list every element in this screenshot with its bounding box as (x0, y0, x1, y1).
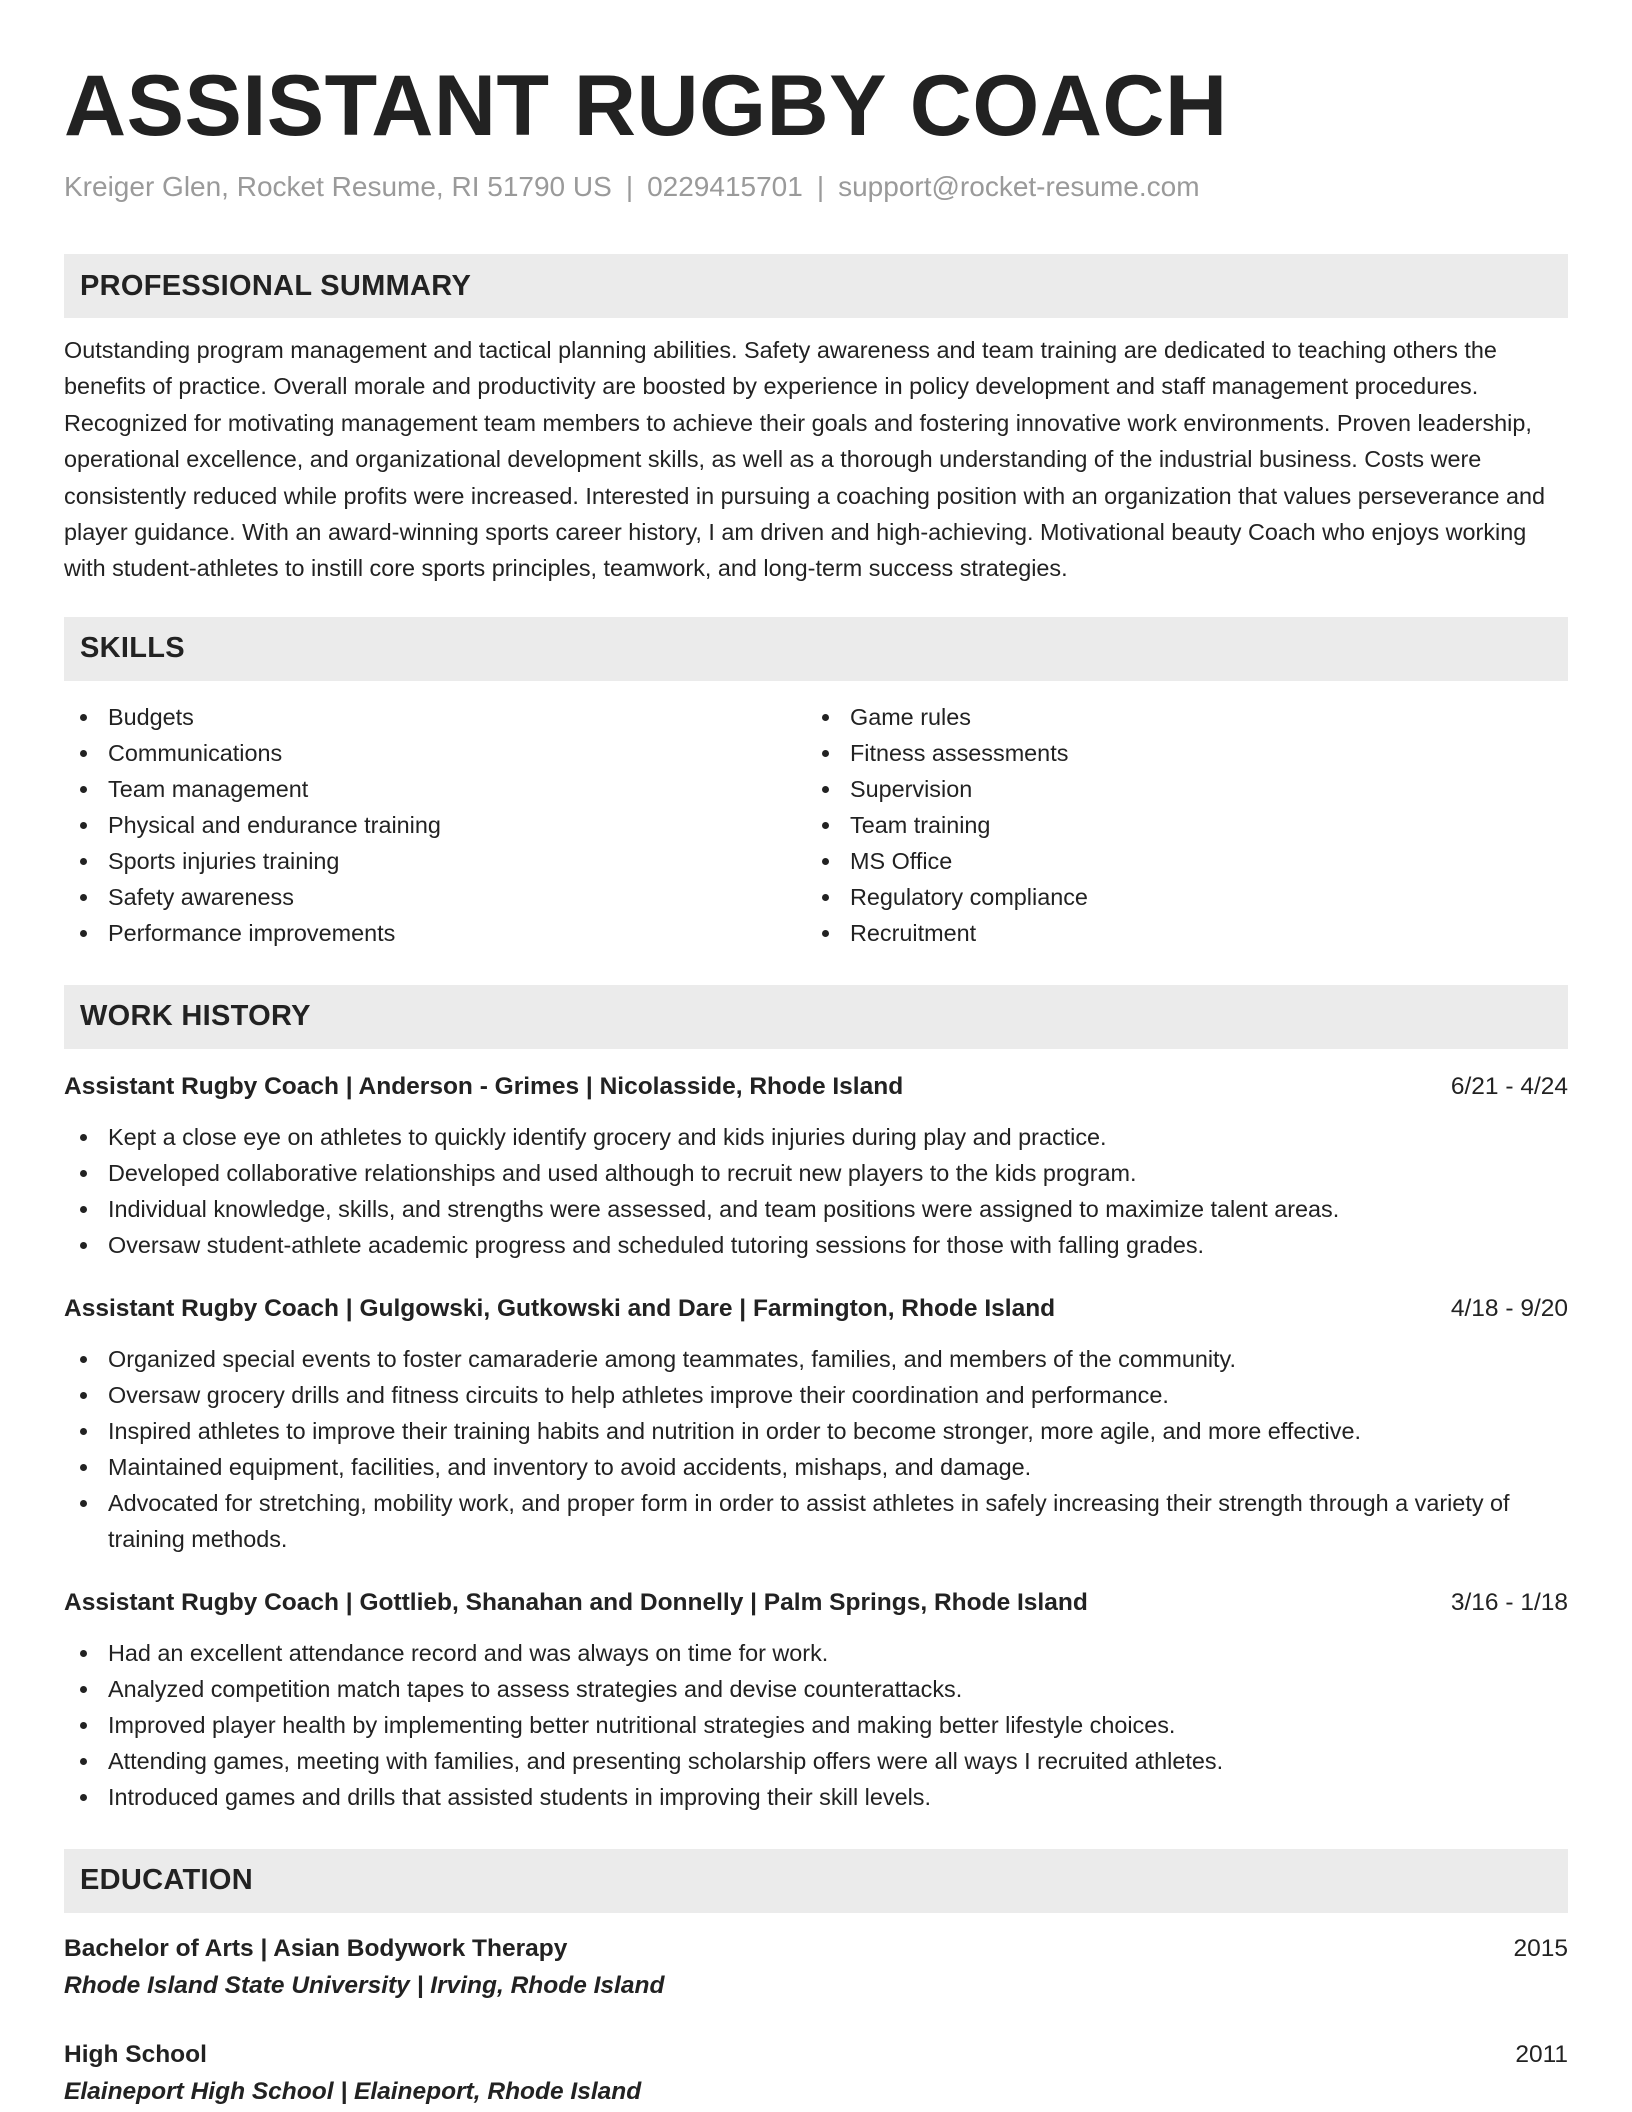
job-heading-row (64, 1069, 1568, 1105)
job-bullets (64, 1635, 1568, 1815)
skill-item: Sports injuries training (64, 843, 806, 879)
skill-item: Performance improvements (64, 915, 806, 951)
job-bullet: Improved player health by implementing better nutritional strategies and making better lifestyle choices. (64, 1707, 1568, 1743)
skills-column-right (806, 699, 1548, 951)
education-degree: Bachelor of Arts | Asian Bodywork Therapy (64, 1934, 568, 1962)
contact-separator: | (625, 171, 634, 202)
education-entry (64, 2037, 1568, 2111)
skill-item: Communications (64, 735, 806, 771)
job-bullet: Analyzed competition match tapes to assess strategies and devise counterattacks. (64, 1671, 1568, 1707)
skill-item: MS Office (806, 843, 1548, 879)
job-bullet: Organized special events to foster camaraderie among teammates, families, and members of the community. (64, 1341, 1568, 1377)
education-year: 2015 (1513, 1934, 1568, 1962)
job-bullet: Had an excellent attendance record and was always on time for work. (64, 1635, 1568, 1671)
job-dates: 6/21 - 4/24 (1450, 1072, 1568, 1100)
job-heading: Assistant Rugby Coach | Gottlieb, Shanahan and Donnelly | Palm Springs, Rhode Island (64, 1588, 1088, 1616)
skill-item: Safety awareness (64, 879, 806, 915)
candidate-name: ASSISTANT RUGBY COACH (64, 58, 1228, 154)
job-heading: Assistant Rugby Coach | Anderson - Grimes | Nicolasside, Rhode Island (64, 1072, 904, 1100)
education-degree: High School (64, 2040, 207, 2068)
job-entry (64, 1069, 1568, 1263)
skill-item: Physical and endurance training (64, 807, 806, 843)
job-dates: 4/18 - 9/20 (1450, 1294, 1568, 1322)
skill-item: Recruitment (806, 915, 1548, 951)
job-dates: 3/16 - 1/18 (1450, 1588, 1568, 1616)
job-entry (64, 1585, 1568, 1815)
contact-separator: | (816, 171, 825, 202)
contact-line (64, 170, 1568, 204)
job-bullets (64, 1119, 1568, 1263)
job-bullet: Introduced games and drills that assisted students in improving their skill levels. (64, 1779, 1568, 1815)
education-heading-row (64, 2037, 1568, 2073)
education-heading-row (64, 1931, 1568, 1967)
job-bullet: Developed collaborative relationships and used although to recruit new players to the kids program. (64, 1155, 1568, 1191)
job-bullets (64, 1341, 1568, 1557)
job-bullet: Attending games, meeting with families, and presenting scholarship offers were all ways I recruited athletes. (64, 1743, 1568, 1779)
skills-grid (64, 699, 1568, 951)
contact-address: Kreiger Glen, Rocket Resume, RI 51790 US (64, 171, 612, 202)
education-school: Elaineport High School | Elaineport, Rhode Island (64, 2077, 642, 2105)
education-year: 2011 (1515, 2040, 1568, 2068)
section-header-summary: PROFESSIONAL SUMMARY (64, 254, 1568, 318)
job-bullet: Oversaw grocery drills and fitness circuits to help athletes improve their coordination and performance. (64, 1377, 1568, 1413)
skill-item: Regulatory compliance (806, 879, 1548, 915)
skill-item: Fitness assessments (806, 735, 1548, 771)
job-bullet: Individual knowledge, skills, and strengths were assessed, and team positions were assigned to maximize talent areas. (64, 1191, 1568, 1227)
job-heading-row (64, 1291, 1568, 1327)
skill-item: Team management (64, 771, 806, 807)
skill-item: Budgets (64, 699, 806, 735)
job-entry (64, 1291, 1568, 1557)
job-bullet: Maintained equipment, facilities, and inventory to avoid accidents, mishaps, and damage. (64, 1449, 1568, 1485)
section-header-education: EDUCATION (64, 1849, 1568, 1913)
skill-item: Game rules (806, 699, 1548, 735)
job-bullet: Oversaw student-athlete academic progress and scheduled tutoring sessions for those with falling grades. (64, 1227, 1568, 1263)
job-bullet: Advocated for stretching, mobility work, and proper form in order to assist athletes in safely increasing their strength through a variety of training methods. (64, 1485, 1568, 1557)
section-header-work-history: WORK HISTORY (64, 985, 1568, 1049)
contact-phone: 0229415701 (647, 171, 803, 202)
education-entry (64, 1931, 1568, 2005)
job-heading: Assistant Rugby Coach | Gulgowski, Gutkowski and Dare | Farmington, Rhode Island (64, 1294, 1056, 1322)
summary-text: Outstanding program management and tactical planning abilities. Safety awareness and team training are dedicated to teaching others the benefits of practice. Overall morale and productivity are boosted by experience in policy development and staff management procedures. Recognized for motivating management team members to achieve their goals and fostering innovative work environments. Proven leadership, operational excellence, and organizational development skills, as well as a thorough understanding of the industrial business. Costs were consistently reduced while profits were increased. Interested in pursuing a coaching position with an organization that values perseverance and player guidance. With an award-winning sports career history, I am driven and high-achieving. Motivational beauty Coach who enjoys working with student-athletes to instill core sports principles, teamwork, and long-term success strategies. (64, 337, 1545, 582)
education-school: Rhode Island State University | Irving, Rhode Island (64, 1971, 665, 1999)
skill-item: Team training (806, 807, 1548, 843)
skill-item: Supervision (806, 771, 1548, 807)
contact-email: support@rocket-resume.com (838, 171, 1200, 202)
resume-page (64, 56, 1568, 2111)
skills-column-left (64, 699, 806, 951)
section-header-skills: SKILLS (64, 617, 1568, 681)
job-bullet: Inspired athletes to improve their training habits and nutrition in order to become stronger, more agile, and more effective. (64, 1413, 1568, 1449)
job-bullet: Kept a close eye on athletes to quickly identify grocery and kids injuries during play and practice. (64, 1119, 1568, 1155)
job-heading-row (64, 1585, 1568, 1621)
